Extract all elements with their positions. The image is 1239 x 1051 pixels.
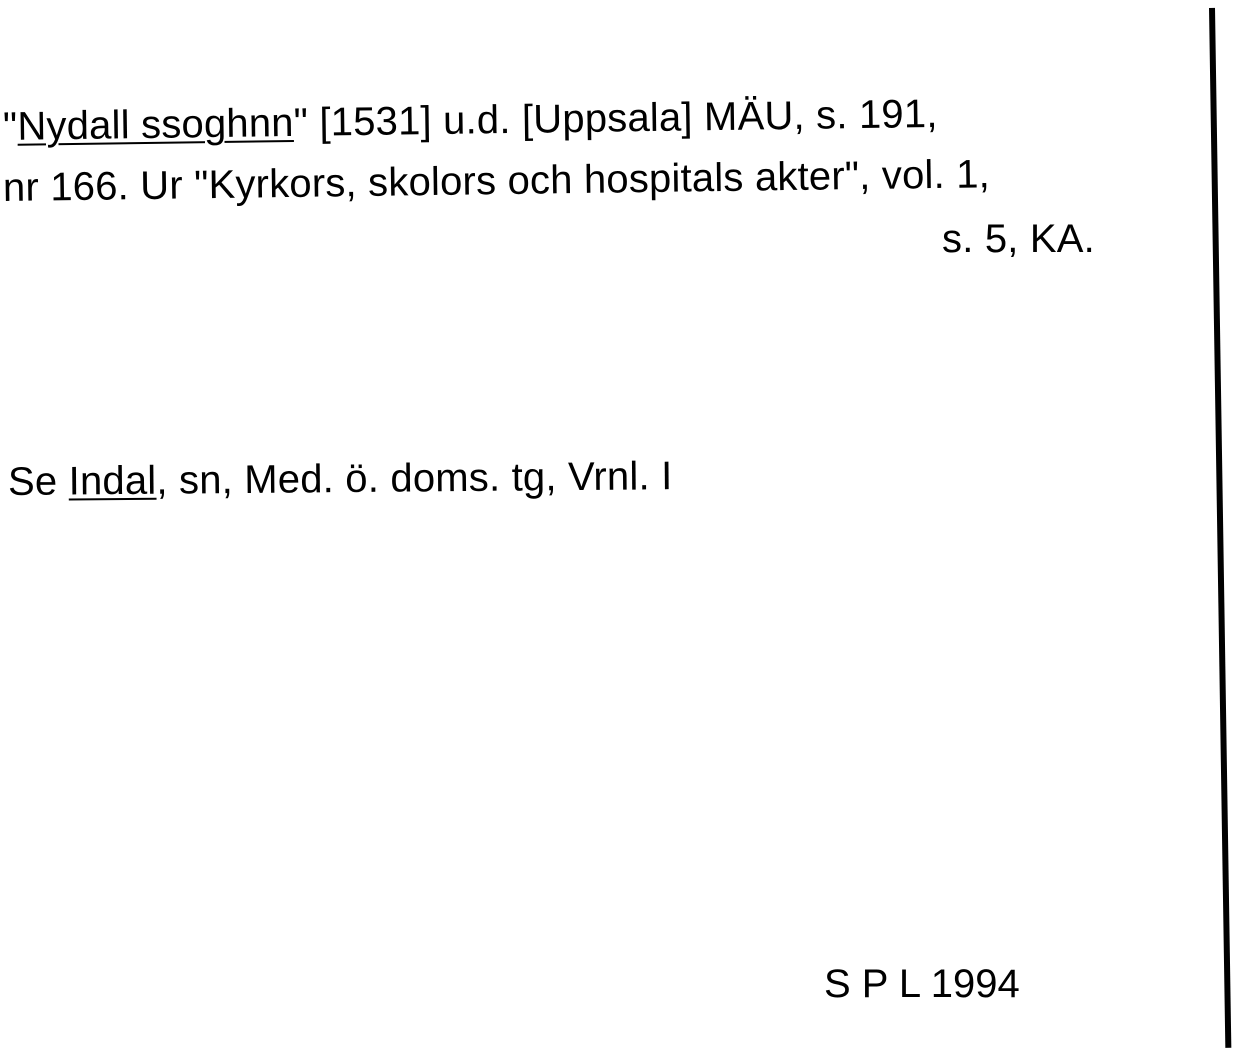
cross-reference (8, 452, 673, 506)
cross-reference-prefix: Se (7, 459, 69, 504)
citation-line-1-rest: " [1531] u.d. [Uppsala] MÄU, s. 191, (293, 91, 938, 145)
quote-open: " (2, 104, 18, 149)
signature: S P L 1994 (824, 962, 1020, 1006)
cross-reference-link: Indal (68, 458, 157, 504)
place-name-title: Nydall ssoghnn (17, 100, 294, 149)
card-edge-line (1209, 8, 1231, 1048)
citation-line-3: s. 5, KA. (942, 217, 1095, 261)
citation-line-1 (3, 90, 938, 151)
cross-reference-rest: , sn, Med. ö. doms. tg, Vrnl. I (156, 454, 673, 503)
citation-line-2: nr 166. Ur "Kyrkors, skolors och hospitals akter", vol. 1, (2, 152, 991, 210)
